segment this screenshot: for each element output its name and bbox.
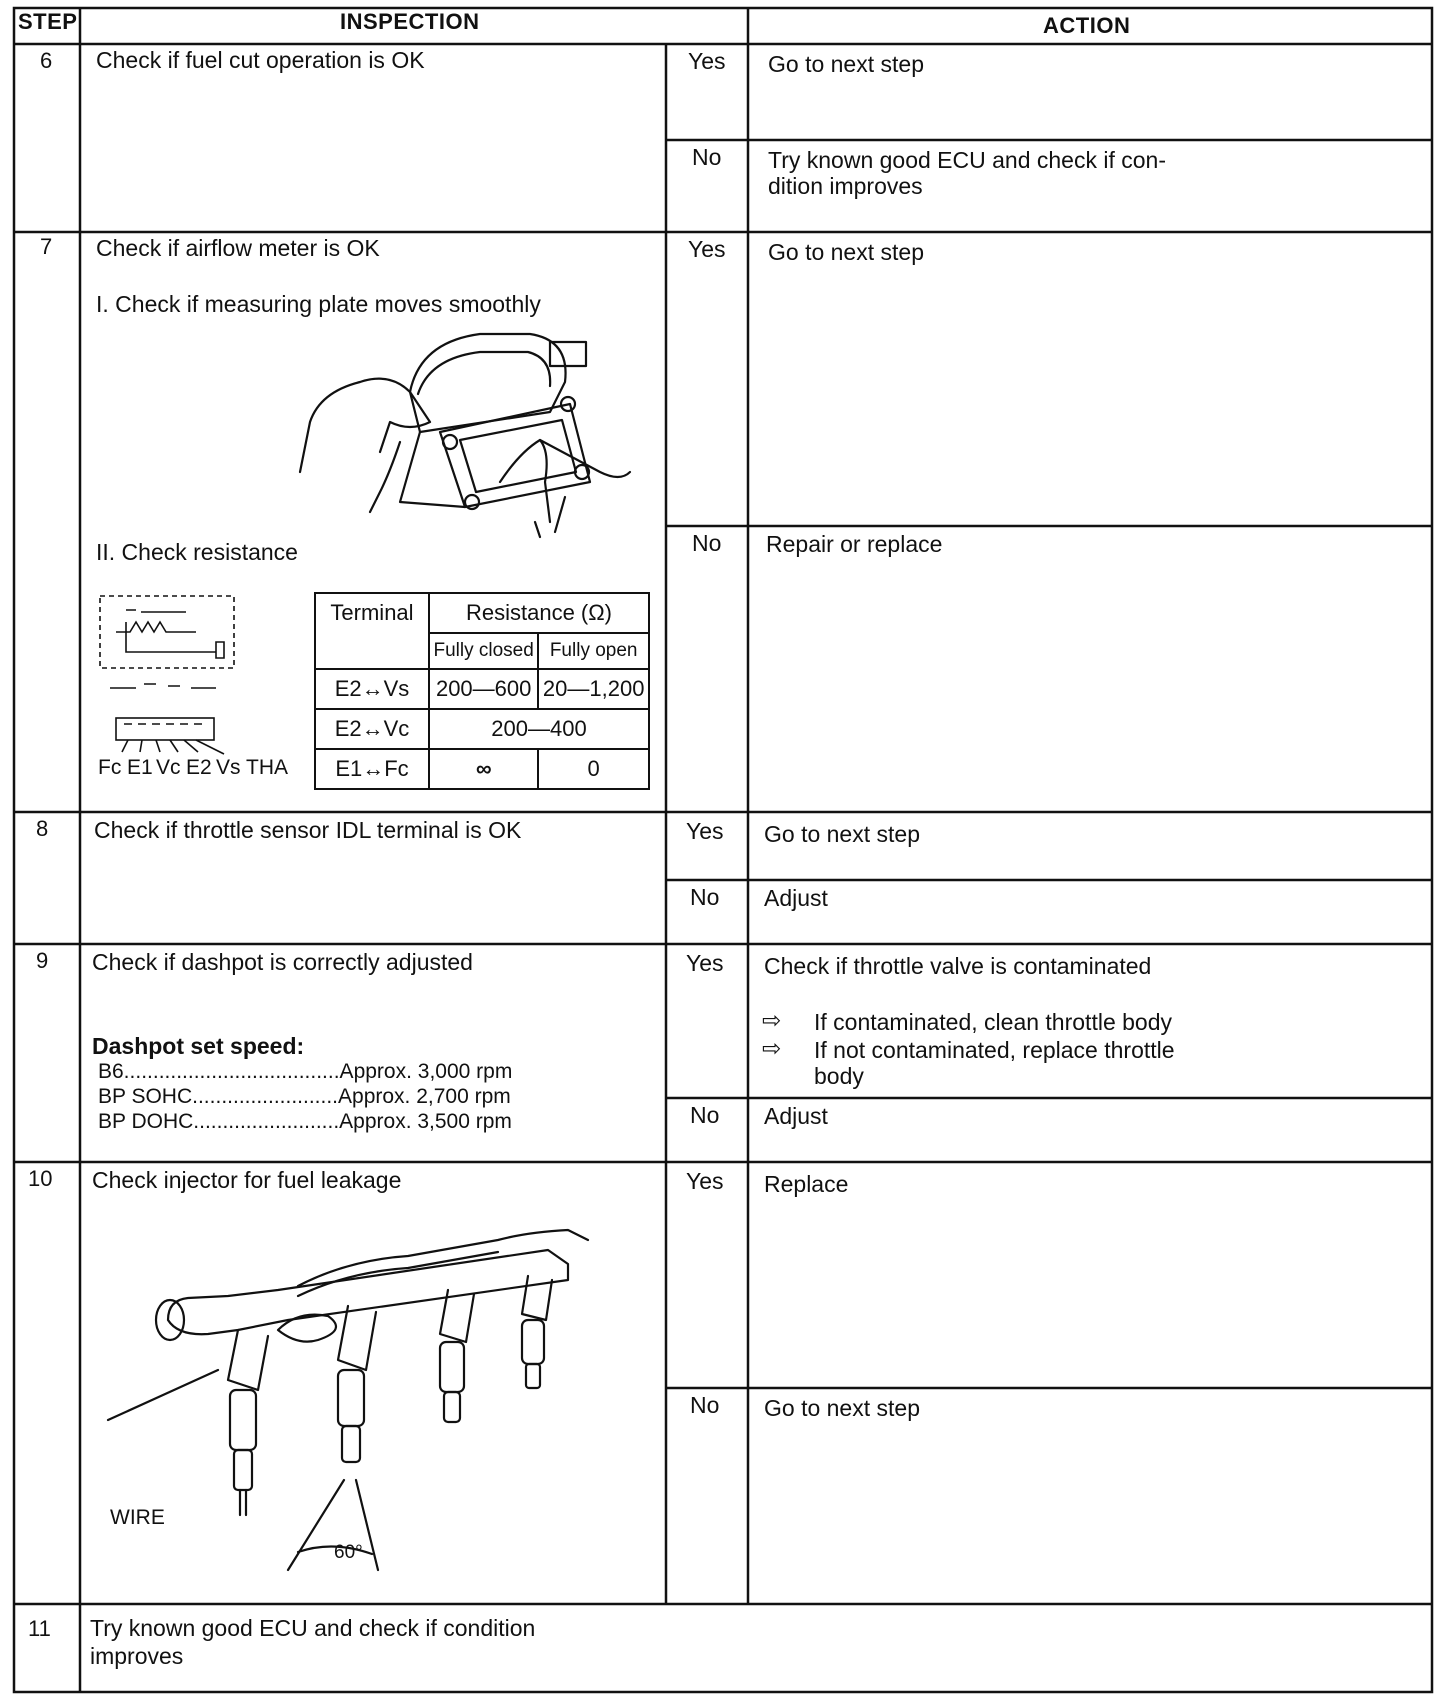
step-number: 9 <box>36 948 49 973</box>
yes-label: Yes <box>688 236 726 262</box>
dashpot-spec-title: Dashpot set speed: <box>92 1033 305 1059</box>
no-label: No <box>692 530 722 556</box>
inspection-text: Check if airflow meter is OK <box>96 235 380 261</box>
open-cell: 20—1,200 <box>538 669 649 709</box>
connector-label-tha: THA <box>246 756 288 779</box>
both-cell: 200—400 <box>429 709 649 749</box>
sub-check-plate: I. Check if measuring plate moves smoothly <box>96 291 541 317</box>
no-action-line-1: Try known good ECU and check if con- <box>768 147 1166 173</box>
connector-label-e1: E1 <box>127 756 153 779</box>
terminal-cell: E2↔Vs <box>315 669 429 709</box>
inspection-text: Check if throttle sensor IDL terminal is OK <box>94 817 522 843</box>
no-label: No <box>690 1102 720 1128</box>
yes-action: Go to next step <box>768 239 924 265</box>
yes-action: Go to next step <box>768 51 924 77</box>
sub-check-resistance: II. Check resistance <box>96 539 298 565</box>
no-action: Repair or replace <box>766 531 943 557</box>
dashpot-spec-b6: B6.....................................Approx. 3,000 rpm <box>98 1060 513 1083</box>
inspection-text: Check if dashpot is correctly adjusted <box>92 949 473 975</box>
header-inspection: INSPECTION <box>340 9 480 34</box>
step-number: 8 <box>36 816 49 841</box>
yes-label: Yes <box>688 48 726 74</box>
connector-label-vs: Vs <box>216 756 241 779</box>
yes-label: Yes <box>686 950 724 976</box>
no-label: No <box>690 884 720 910</box>
no-action: Adjust <box>764 1103 828 1129</box>
closed-cell: 200—600 <box>429 669 538 709</box>
sub-fully-closed: Fully closed <box>429 633 538 669</box>
terminal-cell: E1↔Fc <box>315 749 429 789</box>
connector-label-vc: Vc <box>156 756 181 779</box>
airflow-meter-illustration <box>300 322 660 542</box>
inspection-line-1: Try known good ECU and check if condition <box>90 1615 536 1641</box>
step-number: 7 <box>40 234 53 259</box>
open-cell: 0 <box>538 749 649 789</box>
yes-action: Replace <box>764 1171 849 1197</box>
step-number: 10 <box>28 1166 53 1191</box>
connector-label-e2: E2 <box>186 756 212 779</box>
no-action: Adjust <box>764 885 828 911</box>
terminal-cell: E2↔Vc <box>315 709 429 749</box>
yes-action: Check if throttle valve is contaminated <box>764 953 1152 979</box>
col-resistance: Resistance (Ω) <box>429 593 649 633</box>
no-label: No <box>692 144 722 170</box>
airflow-meter-circuit-diagram <box>96 592 296 762</box>
dashpot-spec-bp-dohc: BP DOHC.........................Approx. 3,500 rpm <box>98 1110 512 1133</box>
yes-bullet-2-cont: body <box>814 1063 864 1089</box>
col-terminal: Terminal <box>315 593 429 669</box>
header-step: STEP <box>18 9 78 34</box>
yes-bullet-1: If contaminated, clean throttle body <box>814 1009 1172 1035</box>
inspection-line-2: improves <box>90 1643 184 1669</box>
yes-label: Yes <box>686 818 724 844</box>
angle-label: 60° <box>334 1542 363 1563</box>
step-number: 11 <box>28 1616 51 1641</box>
dashpot-spec-bp-sohc: BP SOHC.........................Approx. 2,700 rpm <box>98 1085 511 1108</box>
header-action: ACTION <box>1043 13 1131 38</box>
inspection-text: Check injector for fuel leakage <box>92 1167 402 1193</box>
arrow-icon: ⇨ <box>762 1007 782 1033</box>
step-number: 6 <box>40 48 53 73</box>
resistance-table <box>314 592 650 790</box>
wire-label: WIRE <box>110 1506 165 1529</box>
connector-label-fc: Fc <box>98 756 122 779</box>
sub-fully-open: Fully open <box>538 633 649 669</box>
yes-bullet-2: If not contaminated, replace throttle <box>814 1037 1175 1063</box>
inspection-text: Check if fuel cut operation is OK <box>96 47 425 73</box>
arrow-icon: ⇨ <box>762 1035 782 1061</box>
yes-label: Yes <box>686 1168 724 1194</box>
closed-cell: ∞ <box>429 749 538 789</box>
fuel-injector-rail-illustration <box>148 1270 588 1570</box>
no-action: Go to next step <box>764 1395 920 1421</box>
no-action-line-2: dition improves <box>768 173 923 199</box>
yes-action: Go to next step <box>764 821 920 847</box>
no-label: No <box>690 1392 720 1418</box>
